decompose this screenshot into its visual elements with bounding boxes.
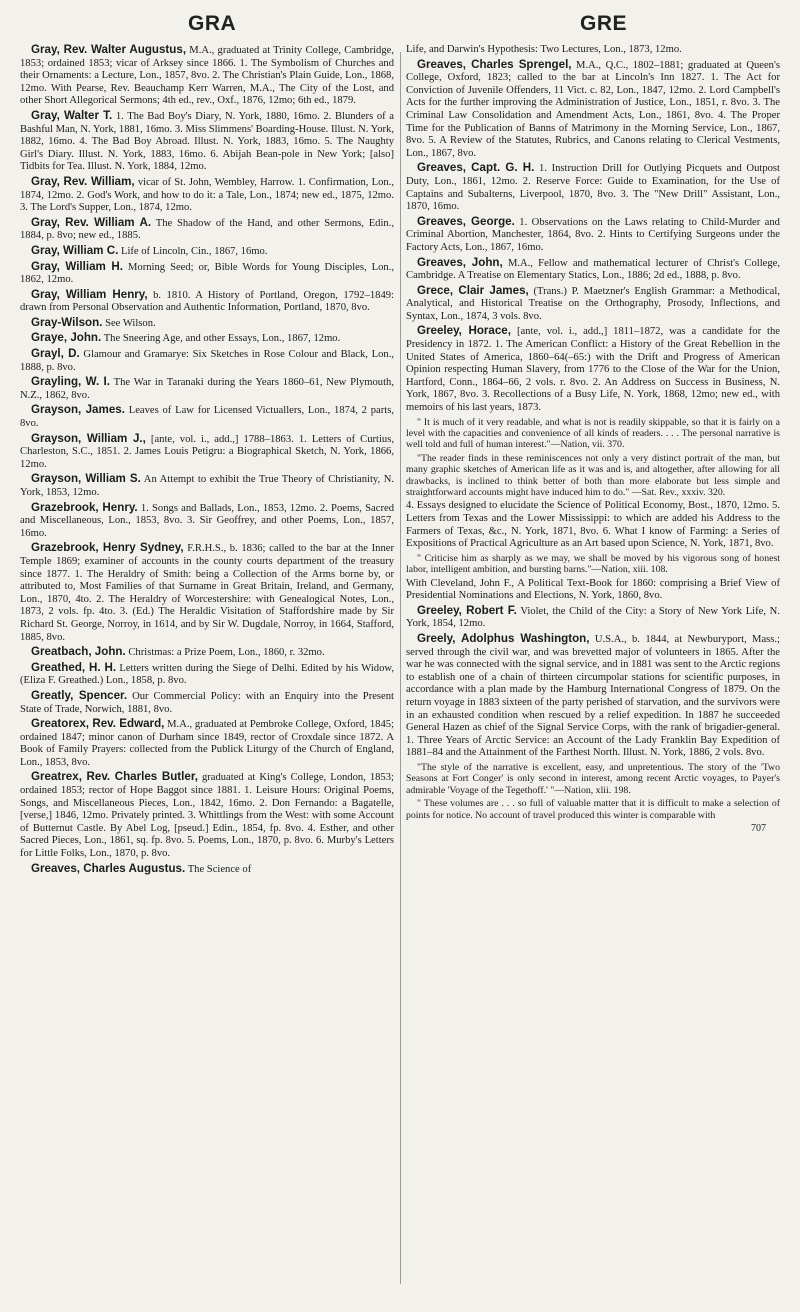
entry-headword: Greaves, Charles Sprengel, <box>417 57 572 71</box>
dictionary-entry <box>20 317 394 331</box>
entry-body: U.S.A., b. 1844, at Newburyport, Mass.; served through the civil war, and was brevetted major of volunteers in 1865. After the war he was connected with the signal service, and in 1881 was sent to the Arctic regions to establish one of a chain of thirteen circumpolar stations for scientific purposes, in accordance with a plan made by the Hamburg International Congress of 1879. On the return voyage in 1883 sixteen of the party perished of starvation, and the survivors were in an exhausted condition when rescued by a relief expedition. In 1887 he succeeded General Hazen as chief of the Signal Service Corps, with the rank of brigadier-general. 1. Three Years of Arctic Service: an Account of the Lady Franklin Bay Expedition of 1881–84 and the Attainment of the Farthest North. Illust. N. York, 1886, 2 vols. 8vo. <box>406 634 780 759</box>
dictionary-entry <box>20 376 394 402</box>
review-quote: " Criticise him as sharply as we may, we shall be moved by his vigorous song of honest labor, intelligent ambition, and bursting barns."—Nation, xiii. 108. <box>406 552 780 576</box>
dictionary-entry <box>20 348 394 374</box>
entry-body: Violet, the Child of the City: a Story of New York Life, N. York, 1854, 12mo. <box>406 605 780 630</box>
entry-body: Letters written during the Siege of Delhi. Edited by his Widow, (Eliza F. Greathed.) Lon., 1858, p. 8vo. <box>20 662 394 687</box>
entry-headword: Grece, Clair James, <box>417 283 529 297</box>
review-quote: " These volumes are . . . so full of valuable matter that it is difficult to make a selection of points for notice. No account of travel produced this winter is comparable with <box>406 798 780 821</box>
dictionary-entry <box>20 245 394 259</box>
header-right-guide-word: GRE <box>580 12 628 35</box>
entry-headword: Grazebrook, Henry Sydney, <box>31 541 184 555</box>
entry-body: The Science of <box>187 863 252 875</box>
entry-body: M.A., graduated at Pembroke College, Oxford, 1845; ordained 1847; minor canon of Durham since 1849, rector of Croxdale since 1872. A Book of Family Prayers: collected from the Publick Liturgy of the Church of England, Lon., 1853, 8vo. <box>20 719 395 768</box>
entry-body: 1. Instruction Drill for Outlying Picquets and Outpost Duty, Lon., 1861, 12mo. 2. Reserve Force: Guide to Examination, for the Use of Captains and Subalterns, Liverpool, 1870, 8vo. 3. The "New Drill" Assistant, Lon., 1870, 16mo. <box>406 163 780 213</box>
entry-body: 1. The Bad Boy's Diary, N. York, 1880, 16mo. 2. Blunders of a Bashful Man, N. York, 1881, 16mo. 3. Miss Slimmens' Boarding-House. Illust. N. York, 1882, 16mo. 4. The Bad Boy Abroad. Illust. N. York, 1883, 16mo. 5. The Naughty Girl's Diary. Illust. N. York, 1883, 16mo. 6. Abijah Bean-pole in New York; [also] Tidbits for Tea. Illust. N. York, 1884, 12mo. <box>20 110 394 173</box>
dictionary-entry <box>20 332 394 346</box>
entry-headword: Gray, Rev. Walter Augustus, <box>31 43 187 56</box>
entry-body: [ante, vol. i., add.,] 1788–1863. 1. Letters of Curtius, Charleston, S.C., 1851. 2. James Louis Petigru: a Biographical Sketch, N. York, 1866, 12mo. <box>20 433 394 470</box>
entry-body: (Trans.) P. Maetzner's English Grammar: a Methodical, Analytical, and Historical Treatise on the Orthography, Prosody, Inflections, and Syntax, Lon., 1874, 3 vols. 8vo. <box>406 285 780 322</box>
entry-headword: Gray-Wilson. <box>31 315 103 329</box>
dictionary-entry <box>20 542 394 644</box>
entry-body: Our Commercial Policy: with an Enquiry into the Present State of Trade, Norwich, 1881, 8vo. <box>20 690 394 715</box>
entry-body: vicar of St. John, Wembley, Harrow. 1. Confirmation, Lon., 1874, 12mo. 2. God's Work, and how to do it: a Tale, Lon., 1874; new ed., 1875, 12mo. 3. The Lord's Supper, Lon., 1874, 12mo. <box>20 176 395 214</box>
column-divider <box>400 52 401 1284</box>
dictionary-entry <box>20 690 394 716</box>
entry-body: The Sneering Age, and other Essays, Lon., 1867, 12mo. <box>103 333 341 345</box>
dictionary-entry <box>20 433 394 472</box>
entry-continuation <box>406 578 780 603</box>
entry-headword: Gray, William Henry, <box>31 287 148 301</box>
entry-headword: Greathed, H. H. <box>31 660 117 674</box>
entry-headword: Greatrex, Rev. Charles Butler, <box>31 770 198 784</box>
right-column <box>406 44 780 1304</box>
entry-headword: Gray, William H. <box>31 259 124 273</box>
entry-headword: Gray, William C. <box>31 243 119 257</box>
dictionary-entry <box>406 285 780 324</box>
entry-headword: Grayson, William S. <box>31 472 141 486</box>
dictionary-entry <box>20 646 394 660</box>
dictionary-entry <box>20 217 394 243</box>
dictionary-entry <box>20 176 394 215</box>
entry-headword: Greaves, George. <box>417 214 515 228</box>
dictionary-entry <box>20 863 394 877</box>
entry-body: b. 1810. A History of Portland, Oregon, 1792–1849: drawn from Personal Observation and Authentic Information, Portland, 1870, 8vo. <box>20 289 394 314</box>
entry-headword: Greeley, Horace, <box>417 324 511 338</box>
entry-headword: Grayson, James. <box>31 403 125 417</box>
entry-headword: Greely, Adolphus Washington, <box>417 632 590 646</box>
entry-continuation <box>406 44 780 57</box>
dictionary-entry <box>406 325 780 414</box>
dictionary-entry <box>406 257 780 283</box>
dictionary-entry <box>20 110 394 174</box>
entry-continuation <box>406 500 780 550</box>
entry-headword: Gray, Rev. William, <box>31 174 135 188</box>
entry-body: Morning Seed; or, Bible Words for Young Disciples, Lon., 1862, 12mo. <box>20 261 394 286</box>
entry-headword: Grayling, W. I. <box>31 375 110 389</box>
running-header <box>0 12 800 42</box>
entry-headword: Greatbach, John. <box>31 645 126 659</box>
dictionary-entry <box>20 771 394 860</box>
entry-body: An Attempt to exhibit the True Theory of Christianity, N. York, 1853, 12mo. <box>20 474 394 498</box>
entry-body: M.A., Q.C., 1802–1881; graduated at Queen's College, Oxford, 1823; called to the bar at Lincoln's Inn 1827. 1. The Act for Conviction of Juvenile Offenders, 11 Vict. c. 82, Lon., 1847, 12mo. 2. Lord Campbell's Acts for the further improving the Administration of Justice, Lon., 1851, r. 8vo. 3. The Criminal Law Consolidation and Amendment Acts, Lon., 1861, 8vo. 4. The Proper Time for the Publication of Banns of Matrimony in the Morning Service, Lon., 1867, 8vo. 5. A Review of the Statutes, Rubrics, and Canons relating to Clerical Vestments, Lon., 1867, 8vo. <box>406 59 780 159</box>
entry-headword: Gray, Rev. William A. <box>31 215 152 229</box>
entry-body: See Wilson. <box>105 317 156 329</box>
entry-headword: Gray, Walter T. <box>31 108 113 122</box>
entry-body: Life, and Darwin's Hypothesis: Two Lectures, Lon., 1873, 12mo. <box>406 44 682 55</box>
dictionary-entry <box>20 718 394 769</box>
dictionary-entry <box>20 473 394 499</box>
entry-body: The War in Taranaki during the Years 1860–61, New Plymouth, N.Z., 1862, 8vo. <box>20 377 394 401</box>
entry-body: M.A., graduated at Trinity College, Cambridge, 1853; ordained 1853; vicar of Arksey since 1866. 1. The Symbolism of Churches and their Ornaments: a Lecture, Lon., 1857, 8vo. 2. The Christian's Plain Guide, Lon., 1868, 12mo. With Pearse, Rev. Beauchamp Kerr Warren, M.A., The City of the Lost, and other Short Allegorical Sermons; 4th ed., rev., Oxf., 1876, 12mo; 6th ed., 1879. <box>20 45 394 107</box>
entry-body: Leaves of Law for Licensed Victuallers, Lon., 1874, 2 parts, 8vo. <box>20 405 394 430</box>
dictionary-entry <box>406 633 780 760</box>
dictionary-entry <box>406 59 780 161</box>
entry-headword: Graye, John. <box>31 331 102 345</box>
header-left-guide-word: GRA <box>188 12 237 35</box>
dictionary-entry <box>20 404 394 430</box>
dictionary-entry <box>20 261 394 287</box>
review-quote: "The style of the narrative is excellent, easy, and unpretentious. The story of the 'Two Seasons at Fort Conger' is only second in interest, among recent Arctic voyages, to Payer's admirable 'Voyage of the Tegethoff.' "—Nation, xlii. 198. <box>406 761 780 796</box>
entry-headword: Greatorex, Rev. Edward, <box>31 717 165 731</box>
text-columns <box>20 44 780 1304</box>
entry-headword: Greaves, Charles Augustus. <box>31 861 186 875</box>
entry-headword: Greaves, John, <box>417 255 503 269</box>
dictionary-entry <box>406 216 780 255</box>
entry-body: Life of Lincoln, Cin., 1867, 16mo. <box>120 245 268 257</box>
entry-body: [ante, vol. i., add.,] 1811–1872, was a candidate for the Presidency in 1872. 1. The American Conflict: a History of the Great Rebellion in the United States of America, 1860–64(–65:) with the Drift and Progress of American Opinion respecting Human Slavery, from 1776 to the Close of the War for the Union, Hartford, Conn., 1864–66, 2 vols. r. 8vo. 2. An Address on Success in Business, N. York, 1867, 8vo. 3. Recollections of a Busy Life, N. York, 1868, 12mo; new ed., with memoirs of his last years, 1873. <box>406 326 781 414</box>
dictionary-entry <box>20 44 394 108</box>
dictionary-entry <box>20 662 394 688</box>
entry-body: Christmas: a Prize Poem, Lon., 1860, r. 32mo. <box>128 647 325 659</box>
entry-body: graduated at King's College, London, 1853; ordained 1853; rector of Hope Baggot since 1881. 1. Leisure Hours: Original Poems, Songs, and Miscellaneous Pieces, Lon., 1842, 16mo. 2. Don Fernando: a Bagatelle, [verse,] 1846, 12mo. Privately printed. 3. Whittlings from the West: with some Account of Butternut Castle. By Abel Log, [pseud.] Edin., 1854, fp. 8vo. 4. Esther, and other Sacred Pieces, Lon., 1861, sq. fp. 8vo. 5. Poems, Lon., 1870, p. 8vo. 6. Murby's Letters for Little Folks, Lon., 1870, p. 8vo. <box>20 772 394 860</box>
dictionary-entry <box>20 289 394 315</box>
dictionary-entry <box>406 605 780 631</box>
entry-body: Glamour and Gramarye: Six Sketches in Rose Colour and Black, Lon., 1888, p. 8vo. <box>20 349 394 373</box>
entry-body: 1. Observations on the Laws relating to Child-Murder and Criminal Abortion, Manchester, 1864, 8vo. 2. Hints to Certifying Surgeons under the Factory Acts, Lon., 1867, 16mo. <box>406 216 780 253</box>
review-quote: " It is much of it very readable, and what is not is readily skippable, so that it is fairly on a level with the capacities and convenience of all kinds of readers. . . . The personal narrative is well told and full of human interest."—Nation, vii. 370. <box>406 416 780 451</box>
entry-headword: Grayson, William J., <box>31 431 146 445</box>
page-number: 707 <box>751 823 766 834</box>
entry-headword: Greeley, Robert F. <box>417 603 517 617</box>
entry-body: 1. Songs and Ballads, Lon., 1853, 12mo. 2. Poems, Sacred and Miscellaneous, Lon., 1853, 8vo. 3. Sir Geoffrey, and other Poems, Lon., 1857, 16mo. <box>20 502 394 539</box>
entry-headword: Grazebrook, Henry. <box>31 500 138 514</box>
entry-body: With Cleveland, John F., A Political Text-Book for 1860: comprising a Brief View of Presidential Nominations and Elections, N. York, 1860, 8vo. <box>406 577 780 602</box>
entry-body: M.A., Fellow and mathematical lecturer of Christ's College, Cambridge. A Treatise on Elementary Statics, Lon., 1886; 2d ed., 1888, p. 8vo. <box>406 257 780 282</box>
entry-headword: Greaves, Capt. G. H. <box>417 161 535 175</box>
entry-headword: Greatly, Spencer. <box>31 688 128 702</box>
left-column <box>20 44 394 1304</box>
dictionary-entry <box>406 162 780 213</box>
entry-body: F.R.H.S., b. 1836; called to the bar at the Inner Temple 1869; examiner of accounts in the county courts department of the treasury since 1877. 1. The Heraldry of Smith: being a Collection of the Arms borne by, or attributed to, Most Families of that Surname in Great Britain, Ireland, and Germany, Lon., 1870, 4to. 2. The Heraldry of Worcestershire: with Genealogical Notes, Lon., 1873, 2 vols. fp. 4to. 3. (Ed.) The Heraldic Visitation of Staffordshire made by Sir Richard St. George, Norroy, in 1614, and by Sir W. Dugdale, Norroy, in 1664, Stafford, 1885, 8vo. <box>20 543 394 643</box>
entry-body: 4. Essays designed to elucidate the Science of Political Economy, Bost., 1870, 12mo. 5. Letters from Texas and the Lower Mississippi: to which are added his Address to the Farmers of Texas, &c., N. York, 1871, 8vo. 6. What I know of Farming: a Series of Expositions of Practical Agriculture as an Art based upon Science, N. York, 1871, 8vo. <box>406 500 780 550</box>
entry-headword: Grayl, D. <box>31 347 80 361</box>
review-quote: "The reader finds in these reminiscences not only a very distinct portrait of the man, but many graphic sketches of American life as it was and is, and altogether, after allowing for all drawbacks, is inclined to think better of both than more elaborate but less simple and straightforward accounts might have induced him to do." —Sat. Rev., xxxiv. 320. <box>406 452 780 499</box>
entry-body: The Shadow of the Hand, and other Sermons, Edin., 1884, p. 8vo; new ed., 1885. <box>20 217 394 242</box>
dictionary-entry <box>20 502 394 541</box>
